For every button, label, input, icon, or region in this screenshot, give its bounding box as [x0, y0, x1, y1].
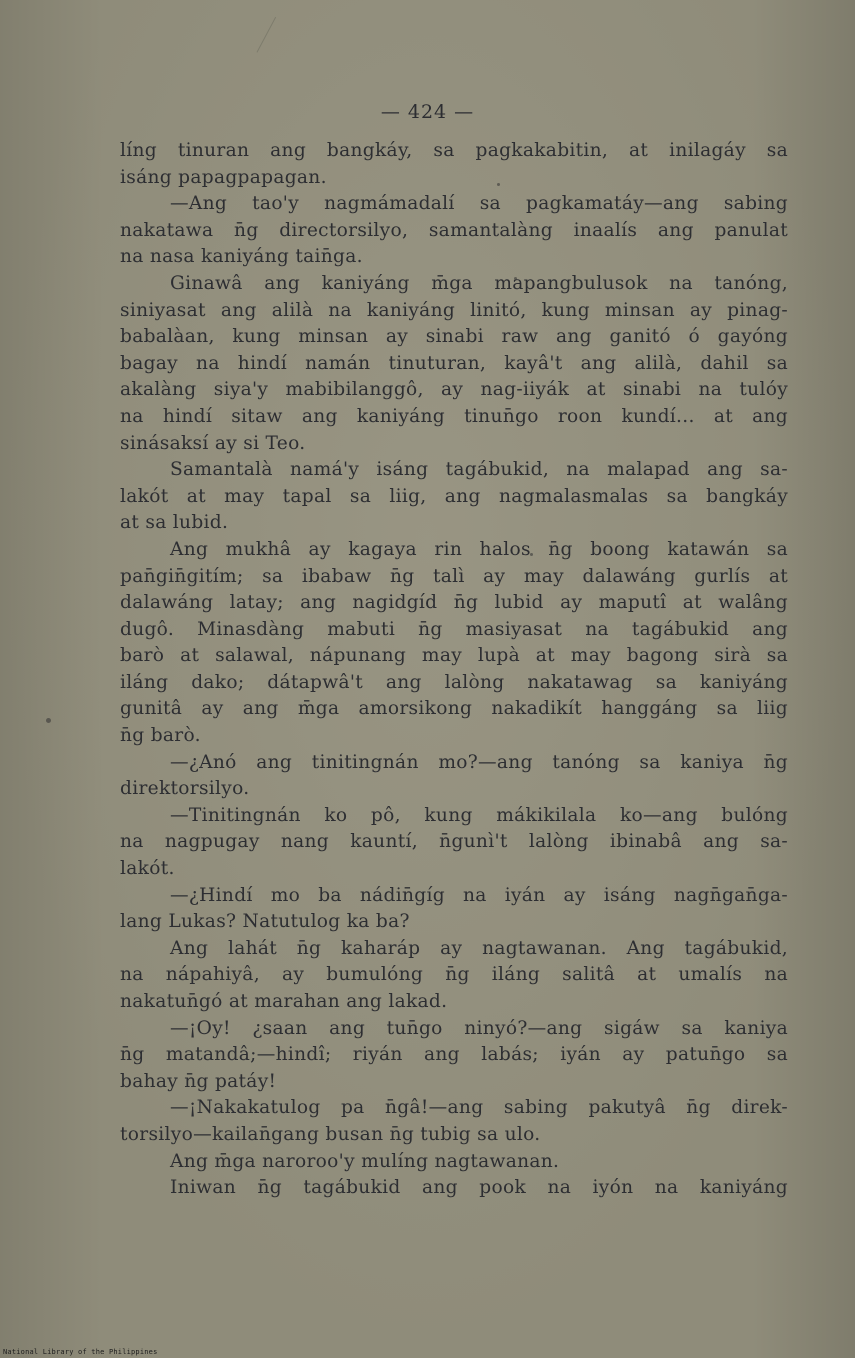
text-line: —Ang tao'y nagmámadalí sa pagkamatáy—ang sabing [170, 193, 788, 215]
text-line: dugô. Minasdàng mabuti n̄g masiyasat na tagábukid ang [120, 618, 788, 640]
text-line: Samantalà namá'y isáng tagábukid, na malapad ang sa- [170, 459, 788, 481]
text-line: n̄g matandâ;—hindî; riyán ang labás; iyán ay patun̄go sa [120, 1044, 788, 1066]
text-line: —¿Anó ang tinitingnán mo?—ang tanóng sa kaniya n̄g [170, 751, 788, 773]
page-body-text [120, 138, 788, 1202]
text-line: —¿Hindí mo ba nádin̄gíg na iyán ay isáng nagn̄gan̄ga- [170, 884, 788, 906]
text-line: Ginawâ ang kaniyáng m̄ga mapangbulusok na tanóng, [170, 272, 788, 294]
text-line: na nápahiyâ, ay bumulóng n̄g iláng salitâ at umalís na [120, 964, 788, 986]
text-line: —Tinitingnán ko pô, kung mákikilala ko—ang bulóng [170, 804, 788, 826]
text-line: akalàng siya'y mabibilanggô, ay nag-iiyák at sinabi na tulóy [120, 379, 788, 401]
text-line: siniyasat ang alilà na kaniyáng linitó, kung minsan ay pinag- [120, 299, 788, 321]
text-line: dalawáng latay; ang nagidgíd n̄g lubid ay maputî at walâng [120, 592, 788, 614]
text-line: na hindí sitaw ang kaniyáng tinun̄go roon kundí... at ang [120, 405, 788, 427]
text-line: pan̄gin̄gitím; sa ibabaw n̄g talì ay may dalawáng gurlís at [120, 565, 788, 587]
text-line: Ang m̄ga naroroo'y mulíng nagtawanan. [170, 1150, 560, 1172]
text-line: —¡Nakakatulog pa n̄gâ!—ang sabing pakutyâ n̄g direk- [170, 1097, 788, 1119]
text-line: torsilyo—kailan̄gang busan n̄g tubig sa ulo. [120, 1123, 541, 1145]
text-line: sinásaksí ay si Teo. [120, 432, 306, 454]
text-line: gunitâ ay ang m̄ga amorsikong nakadikít hanggáng sa liig [120, 698, 788, 720]
text-line: babalàan, kung minsan ay sinabi raw ang ganitó ó gayóng [120, 326, 788, 348]
text-line: Iniwan n̄g tagábukid ang pook na iyón na kaniyáng [170, 1177, 788, 1199]
text-line: Ang mukhâ ay kagaya rin halos n̄g boong katawán sa [170, 538, 788, 560]
page-number: — 424 — [380, 101, 475, 123]
text-line: bagay na hindí namán tinuturan, kayâ't ang alilà, dahil sa [120, 352, 788, 374]
paper-scratch-mark [256, 17, 288, 59]
text-line: at sa lubid. [120, 512, 229, 534]
text-line: Ang lahát n̄g kaharáp ay nagtawanan. Ang tagábukid, [170, 937, 788, 959]
text-line: n̄g barò. [120, 725, 201, 747]
text-line: na nagpugay nang kauntí, n̄gunì't lalòng ibinabâ ang sa- [120, 831, 788, 853]
text-line: —¡Oy! ¿saan ang tun̄go ninyó?—ang sigáw sa kaniya [170, 1017, 788, 1039]
text-line: lakót at may tapal sa liig, ang nagmalasmalas sa bangkáy [120, 485, 788, 507]
text-line: iláng dako; dátapwâ't ang lalòng nakatawag sa kaniyáng [120, 671, 788, 693]
text-line: líng tinuran ang bangkáy, sa pagkakabitin, at inilagáy sa [120, 140, 788, 161]
text-line: nakatawa n̄g directorsilyo, samantalàng inaalís ang panulat [120, 219, 788, 241]
text-line: lang Lukas? Natutulog ka ba? [120, 911, 410, 933]
text-line: bahay n̄g patáy! [120, 1070, 277, 1092]
text-line: isáng papagpapagan. [120, 166, 327, 188]
text-line: na nasa kaniyáng tain̄ga. [120, 246, 363, 268]
text-line: barò at salawal, nápunang may lupà at may bagong sirà sa [120, 645, 788, 667]
text-line: lakót. [120, 858, 175, 880]
text-line: nakatun̄gó at marahan ang lakad. [120, 991, 448, 1012]
text-line: direktorsilyo. [120, 778, 250, 800]
library-footer-label: National Library of the Philippines [3, 1348, 158, 1356]
paper-speck [46, 718, 51, 723]
